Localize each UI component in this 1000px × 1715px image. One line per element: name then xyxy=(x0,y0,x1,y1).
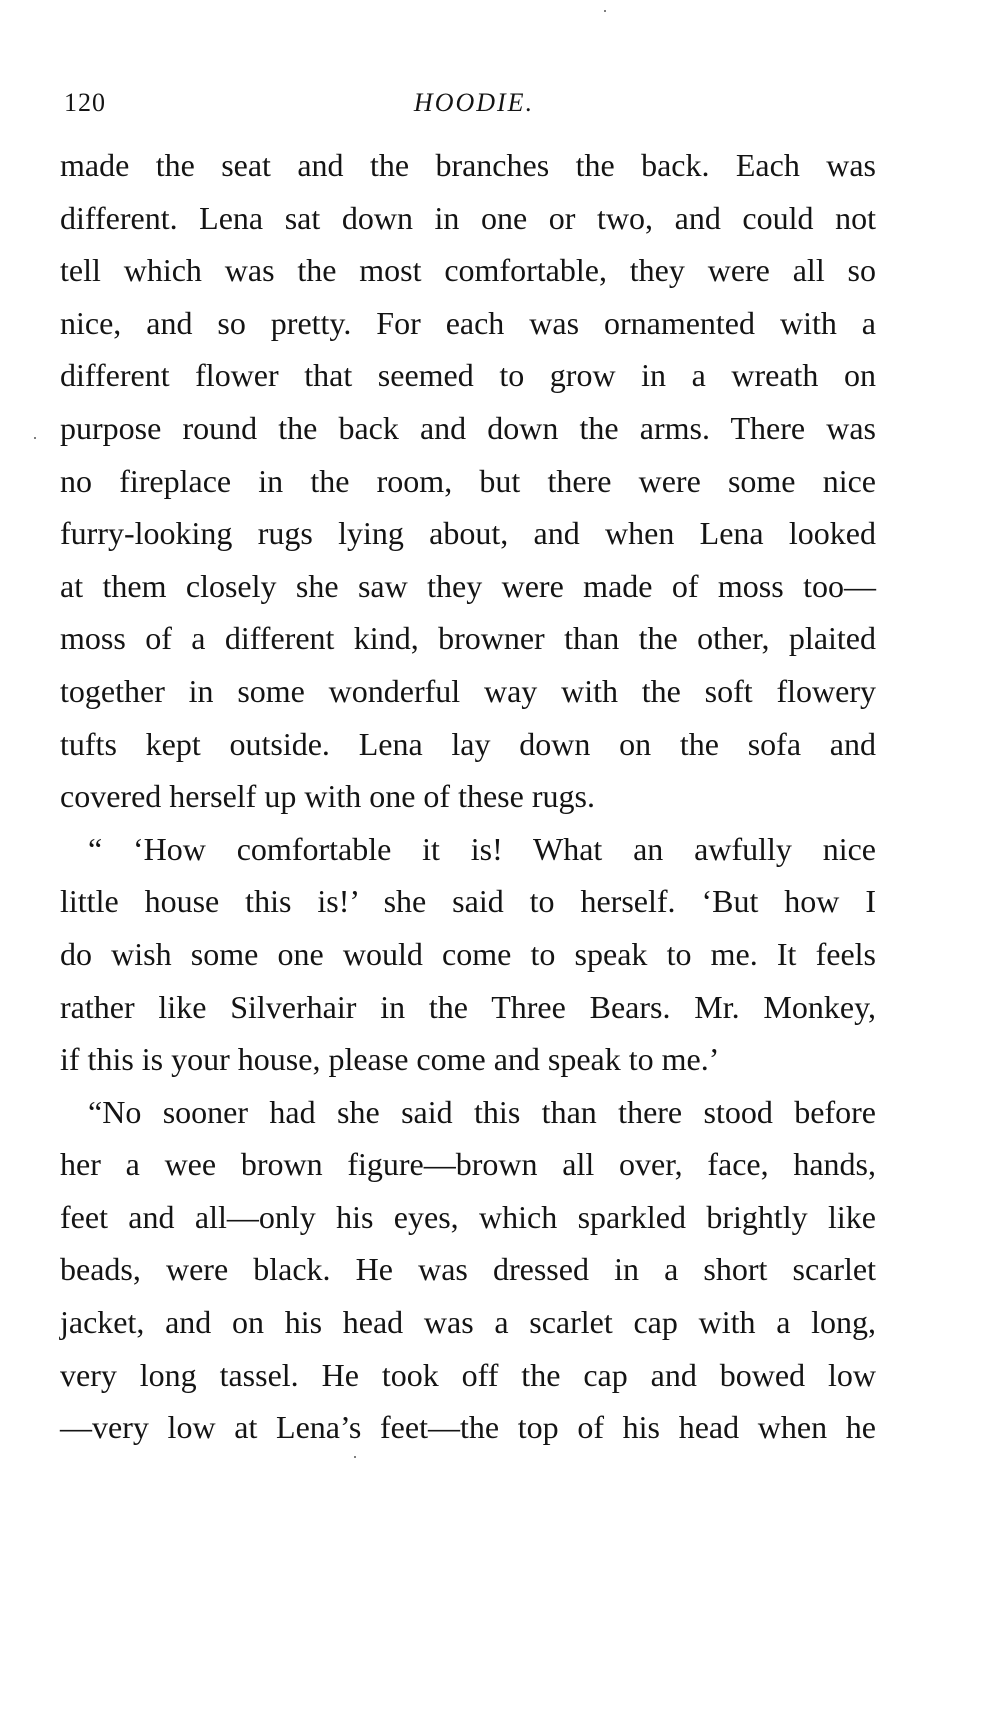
text-line: beads, were black. He was dressed in a short scarlet xyxy=(60,1251,876,1288)
text-line: no fireplace in the room, but there were some nice xyxy=(60,462,876,499)
text-line: moss of a different kind, browner than the other, plaited xyxy=(60,620,876,657)
text-line: purpose round the back and down the arms. There was xyxy=(60,409,876,446)
text-line: —very low at Lena’s feet—the top of his head when he xyxy=(60,1409,876,1446)
page-header xyxy=(64,88,884,128)
text-line: rather like Silverhair in the Three Bears. Mr. Monkey, xyxy=(60,988,876,1025)
text-line: jacket, and on his head was a scarlet cap with a long, xyxy=(60,1304,876,1341)
text-line: at them closely she saw they were made of moss too— xyxy=(60,567,876,604)
text-line: tell which was the most comfortable, they were all so xyxy=(60,252,876,289)
text-line: different flower that seemed to grow in a wreath on xyxy=(60,357,876,394)
text-line: little house this is!’ she said to herself. ‘But how I xyxy=(60,883,876,920)
text-line: feet and all—only his eyes, which sparkled brightly like xyxy=(60,1198,876,1235)
text-line: if this is your house, please come and speak to me.’ xyxy=(60,1041,720,1078)
text-line: very long tassel. He took off the cap and bowed low xyxy=(60,1356,876,1393)
scan-speck xyxy=(604,10,606,12)
scan-speck xyxy=(354,1456,356,1458)
text-line: furry-looking rugs lying about, and when Lena looked xyxy=(60,515,876,552)
text-line: “No sooner had she said this than there stood before xyxy=(88,1093,876,1130)
running-title: HOODIE. xyxy=(413,88,535,117)
page-number: 120 xyxy=(64,88,106,117)
body-text xyxy=(60,139,876,1454)
text-line: made the seat and the branches the back. Each was xyxy=(60,147,876,183)
text-line: nice, and so pretty. For each was ornamented with a xyxy=(60,304,876,341)
text-line: do wish some one would come to speak to me. It feels xyxy=(60,935,876,972)
text-line: different. Lena sat down in one or two, and could not xyxy=(60,199,876,236)
text-line: “ ‘How comfortable it is! What an awfully nice xyxy=(88,830,876,867)
text-line: covered herself up with one of these rugs. xyxy=(60,778,595,815)
scan-speck xyxy=(34,437,36,439)
text-line: her a wee brown figure—brown all over, face, hands, xyxy=(60,1146,876,1183)
text-line: tufts kept outside. Lena lay down on the sofa and xyxy=(60,725,876,762)
text-line: together in some wonderful way with the soft flowery xyxy=(60,672,876,709)
